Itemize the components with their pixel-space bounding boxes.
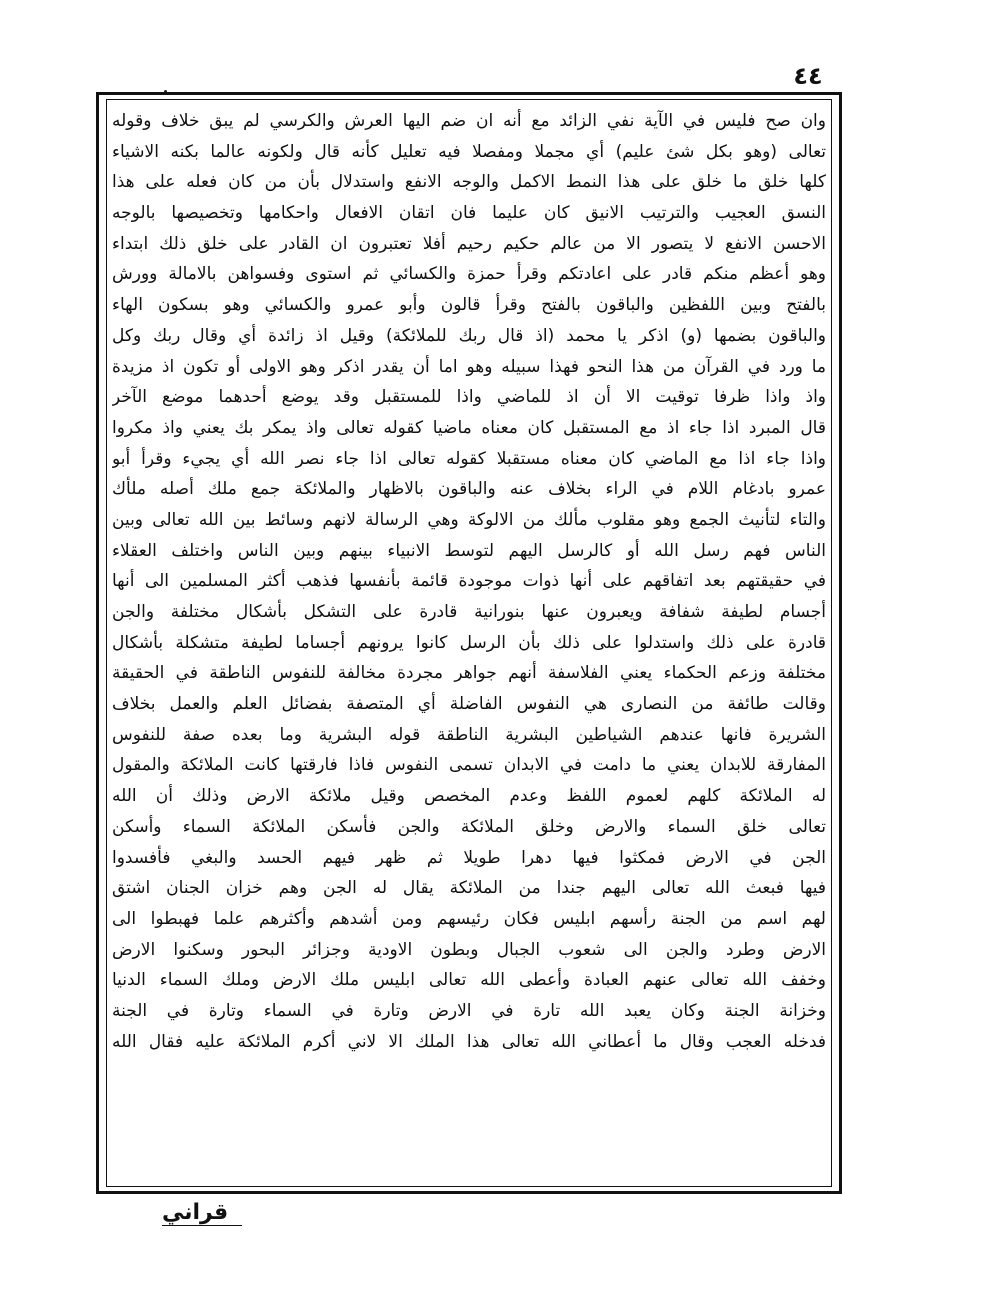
text-line: الجن في الارض فمكثوا فيها دهرا طويلا ثم ظهر فيهم الحسد والبغي فأفسدوا [112, 847, 826, 868]
text-line: المفارقة للابدان يعني ما دامت في الابدان تسمى النفوس فاذا فارقتها كانت الملائكة والمقول [112, 755, 826, 776]
text-line: مختلفة وزعم الحكماء يعني الفلاسفة أنهم جواهر مجردة مخالفة للنفوس الناطقة في الحقيقة [112, 663, 826, 684]
text-line: فدخله العجب وقال ما أعطاني الله تعالى هذا الملك الا لاني أكرم الملائكة عليه فقال الله [112, 1031, 826, 1052]
page-number: ٤٤ [793, 62, 823, 90]
text-line: الاحسن الانفع لا يتصور الا من عالم حكيم رحيم أفلا تعتبرون ان القادر على خلق ذلك ابتداء [112, 233, 826, 254]
text-line: تعالى خلق السماء والارض وخلق الملائكة والجن فأسكن الملائكة السماء وأسكن [112, 816, 826, 837]
text-line: وهو أعظم منكم قادر على اعادتكم وقرأ حمزة والكسائي ثم استوى وفسواهن بالامالة وورش [112, 264, 826, 285]
text-line: قادرة على ذلك واستدلوا على ذلك بأن الرسل كانوا يرونهم أجساما لطيفة متشكلة بأشكال [112, 632, 826, 653]
text-line: والتاء لتأنيث الجمع وهو مقلوب مألك من الالوكة وهي الرسالة لانهم وسائط بين الله تعالى وبين [112, 509, 826, 530]
text-line: فيها فبعث الله تعالى اليهم جندا من الملائكة يقال له الجن وهم خزان الجنان اشتق [112, 878, 826, 899]
text-line: وخزانة الجنة وكان يعبد الله تارة في الارض وتارة في السماء وتارة في الجنة [112, 1000, 826, 1021]
text-line: واذ واذا ظرفا توقيت الا أن اذ للماضي واذا للمستقبل وقد يوضع أحدهما موضع الآخر [112, 387, 826, 408]
text-line: وان صح فليس في الآية نفي الزائد مع أنه ان ضم اليها العرش والكرسي لم يبق خلاف وقوله [112, 111, 826, 131]
text-line: والباقون بضمها (و) اذكر يا محمد (اذ قال ربك للملائكة) وقيل اذ زائدة أي وقال ربك وكل [112, 325, 826, 346]
text-line: أجسام لطيفة شفافة ويعبرون عنها بنورانية قادرة على التشكل بأشكال مختلفة والجن [112, 602, 826, 622]
text-line: لهم اسم من الجنة رأسهم ابليس فكان رئيسهم ومن أشدهم وأكثرهم علما فهبطوا الى [112, 908, 826, 929]
text-line: في حقيقتهم بعد اتفاقهم على أنها ذوات موجودة قائمة بأنفسها فذهب أكثر المسلمين الى أنها [112, 571, 826, 592]
text-line: النسق العجيب والترتيب الانيق كان عليما فان اتقان الافعال واحكامها وتخصيصها بالوجه [112, 203, 826, 224]
text-line: عمرو بادغام اللام في الراء بخلاف عنه والباقون بالاظهار والملائكة جمع ملك أصله ملأك [112, 479, 826, 500]
text-line: الناس فهم رسل الله أو كالرسل اليهم لتوسط الانبياء بينهم وبين الناس واختلف العقلاء [112, 540, 826, 561]
text-line: الارض وطرد والجن الى شعوب الجبال وبطون الاودية وجزائر البحور وسكنوا الارض [112, 939, 826, 960]
text-line: تعالى (وهو بكل شئ عليم) أي مجملا ومفصلا فيه تعليل كأنه قال ولكونه عالما بكنه الاشياء [112, 141, 826, 162]
text-block [112, 106, 826, 1180]
text-line: وخفف الله تعالى عنهم العبادة وأعطى الله تعالى ابليس ملك الارض وملك السماء الدنيا [112, 970, 826, 991]
text-line: قال المبرد اذا جاء اذ مع المستقبل كان معناه ماضيا كقوله تعالى واذ يمكر بك يعني واذ مكروا [112, 417, 826, 438]
text-line: كلها خلق ما خلق على هذا النمط الاكمل والوجه الانفع واستدلال بأن من كان فعله على هذا [112, 172, 826, 193]
text-line: وقالت طائفة من النصارى هي النفوس الفاضلة أي المتصفة بفضائل العلم والعمل بخلاف [112, 694, 826, 715]
text-line: له الملائكة كلهم لعموم اللفظ وعدم المخصص وقيل ملائكة الارض وذلك أن الله [112, 786, 826, 807]
text-line: واذا جاء اذا مع الماضي كان معناه مستقبلا كقوله تعالى اذا جاء نصر الله أي يجيء وقرأ أبو [112, 448, 826, 469]
text-line: بالفتح وبين اللفظين والباقون بالفتح وقرأ قالون وأبو عمرو والكسائي وهو بسكون الهاء [112, 295, 826, 316]
catchword: قراني [162, 1200, 242, 1226]
text-line: ما ورد في القرآن من هذا النحو فهذا سبيله وهو اما أن يقدر اذكر وهو الاولى أو تكون اذ مزيدة [112, 356, 826, 377]
text-line: الشريرة فانها عندهم الشياطين البشرية الناطقة قوله البشرية وما بعده صفة للنفوس [112, 724, 826, 745]
